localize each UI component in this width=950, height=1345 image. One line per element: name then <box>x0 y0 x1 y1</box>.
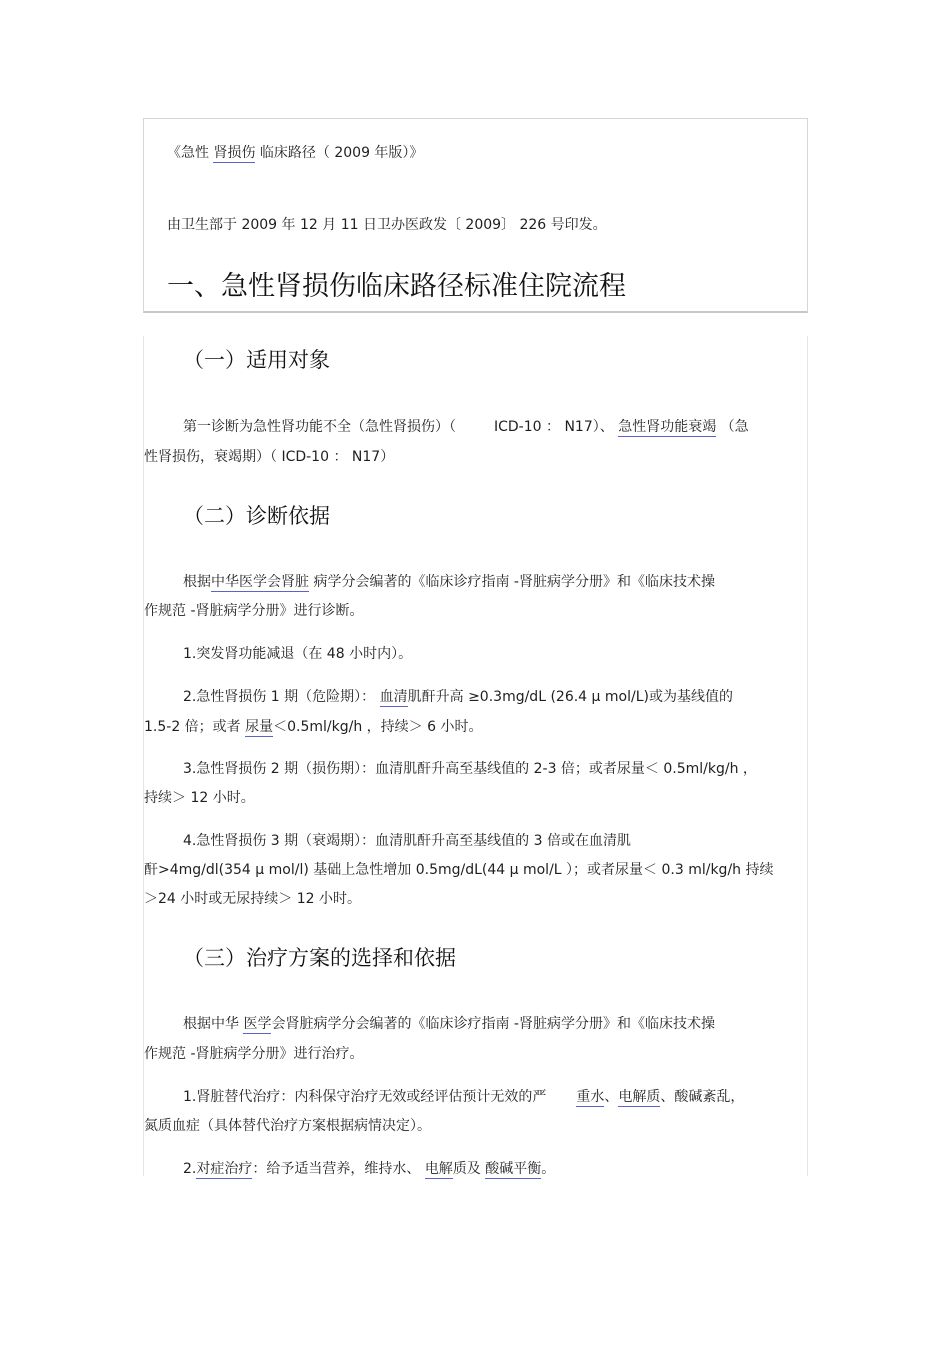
issuance-note: 由卫生部于 2009 年 12 月 11 日卫办医政发〔 2009〕 226 号印发。 <box>167 217 607 233</box>
link-acid-base-balance[interactable]: 酸碱平衡 <box>485 1161 542 1177</box>
sec1-line-2: 性肾损伤，衰竭期）（ ICD-10 ： N17） <box>144 449 395 465</box>
sec3-para-line-2: 作规范 -肾脏病学分册》进行治疗。 <box>144 1046 364 1062</box>
treatment-item-1-line-1: 1.肾脏替代治疗：内科保守治疗无效或经评估预计无效的严 重水、电解质、酸碱紊乱， <box>183 1089 745 1105</box>
criteria-item-1: 1.突发肾功能减退（在 48 小时内）。 <box>183 646 413 662</box>
treatment-item-1-line-2: 氮质血症（具体替代治疗方案根据病情决定）。 <box>144 1118 431 1134</box>
sec2-para-line-2: 作规范 -肾脏病学分册》进行诊断。 <box>144 603 364 619</box>
section-heading-3: （三）治疗方案的选择和依据 <box>183 946 456 970</box>
main-heading: 一、急性肾损伤临床路径标准住院流程 <box>167 271 626 302</box>
criteria-item-2-line-1: 2.急性肾损伤 1 期（危险期）： 血清肌酐升高 ≥0.3mg/dL (26.4 µ mol/L)或为基线值的 <box>183 689 733 705</box>
section-heading-1: （一）适用对象 <box>183 348 330 372</box>
criteria-item-4-line-1: 4.急性肾损伤 3 期（衰竭期）：血清肌酐升高至基线值的 3 倍或在血清肌 <box>183 833 631 849</box>
section-heading-2: （二）诊断依据 <box>183 504 330 528</box>
link-medicine[interactable]: 医学 <box>243 1016 272 1032</box>
link-electrolyte-2[interactable]: 电解 <box>424 1161 453 1177</box>
sec2-para-line-1: 根据中华医学会肾脏 病学分会编著的《临床诊疗指南 -肾脏病学分册》和《临床技术操 <box>183 574 715 590</box>
link-serum[interactable]: 血清 <box>379 689 408 705</box>
criteria-item-4-line-3: ＞24 小时或无尿持续＞ 12 小时。 <box>144 891 361 907</box>
link-acute-renal-failure[interactable]: 急性肾功能衰竭 <box>618 419 717 435</box>
link-electrolyte[interactable]: 电解质 <box>618 1089 661 1105</box>
criteria-item-3-line-1: 3.急性肾损伤 2 期（损伤期）：血清肌酐升高至基线值的 2-3 倍；或者尿量＜ 0.5ml/kg/h ， <box>183 761 757 777</box>
link-urine-output[interactable]: 尿量 <box>245 719 274 735</box>
document-title: 《急性 肾损伤 临床路径（ 2009 年版）》 <box>167 145 424 161</box>
link-shensunshang[interactable]: 肾损伤 <box>213 145 256 161</box>
criteria-item-3-line-2: 持续＞ 12 小时。 <box>144 790 255 806</box>
treatment-item-2: 2.对症治疗：给予适当营养，维持水、 电解质及 酸碱平衡。 <box>183 1161 556 1177</box>
link-symptomatic-treatment[interactable]: 对症治疗 <box>196 1161 253 1177</box>
sec1-line-1: 第一诊断为急性肾功能不全（急性肾损伤）（ ICD-10 ： N17）、 急性肾功能衰竭 （急 <box>183 419 749 435</box>
sec3-para-line-1: 根据中华 医学会肾脏病学分会编著的《临床诊疗指南 -肾脏病学分册》和《临床技术操 <box>183 1016 715 1032</box>
link-water[interactable]: 重水 <box>576 1089 605 1105</box>
link-cma-nephrology[interactable]: 中华医学会肾脏 <box>211 574 309 590</box>
criteria-item-2-line-2: 1.5-2 倍；或者 尿量＜0.5ml/kg/h ，持续＞ 6 小时。 <box>144 719 483 735</box>
criteria-item-4-line-2: 酐>4mg/dl(354 µ mol/l) 基础上急性增加 0.5mg/dL(44 µ mol/L ）；或者尿量＜ 0.3 ml/kg/h 持续 <box>144 862 774 878</box>
